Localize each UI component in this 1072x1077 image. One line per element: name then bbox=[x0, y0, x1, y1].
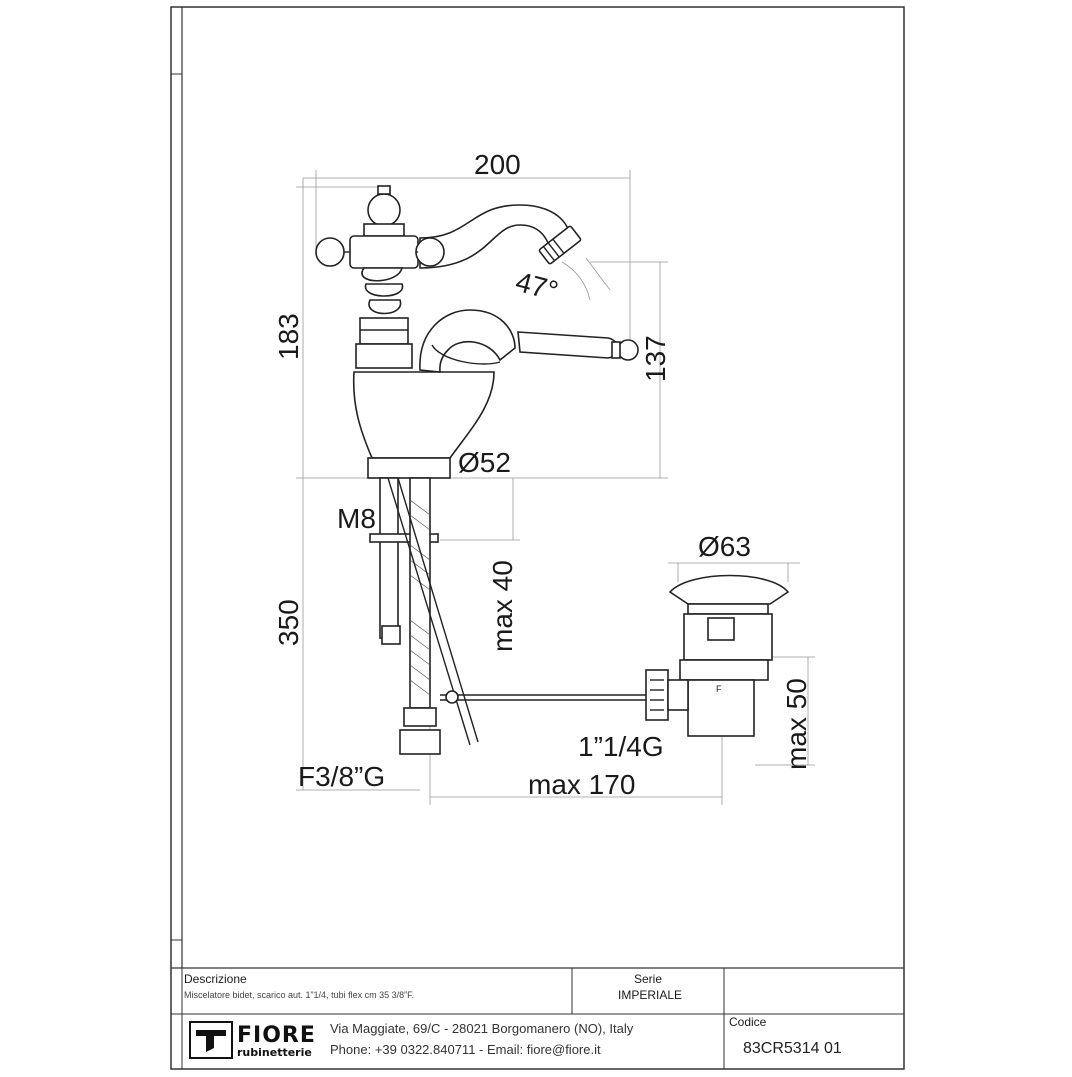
dim-stud-thread: M8 bbox=[337, 503, 376, 534]
address-line-1: Via Maggiate, 69/C - 28021 Borgomanero (NO), Italy bbox=[330, 1021, 634, 1036]
drain-cap bbox=[670, 576, 788, 605]
right-knob bbox=[416, 238, 444, 266]
title-block bbox=[171, 968, 904, 1069]
description-text: Miscelatore bidet, scarico aut. 1”1/4, tubi flex cm 35 3/8”F. bbox=[184, 990, 415, 1000]
dim-angle: 47° bbox=[512, 265, 562, 307]
dim-height-total: 183 bbox=[273, 313, 304, 360]
code-value: 83CR5314 01 bbox=[743, 1040, 842, 1057]
outer-frame bbox=[171, 7, 904, 1069]
dim-drain-diameter: Ø63 bbox=[698, 531, 751, 562]
dim-hose-connection: F3/8”G bbox=[298, 761, 386, 792]
dim-rod-length: max 170 bbox=[528, 769, 636, 800]
series-label: Serie bbox=[634, 972, 663, 986]
faucet-base bbox=[368, 458, 450, 478]
drain-mark: F bbox=[716, 684, 722, 694]
brand-sub: rubinetterie bbox=[237, 1046, 312, 1059]
left-knob bbox=[316, 238, 344, 266]
hose-fitting bbox=[404, 708, 436, 726]
fiore-logo bbox=[190, 1022, 316, 1059]
valve-head bbox=[350, 236, 418, 268]
dim-width-total: 200 bbox=[474, 149, 521, 180]
series-value: IMPERIALE bbox=[618, 988, 683, 1002]
dim-hose-length: 350 bbox=[273, 599, 304, 646]
address-line-2: Phone: +39 0322.840711 - Email: fiore@fiore.it bbox=[330, 1042, 601, 1057]
dim-height-handle: 137 bbox=[640, 335, 671, 382]
drain-nut bbox=[680, 660, 768, 680]
dim-max-thickness: max 40 bbox=[487, 560, 518, 652]
top-knob-cap bbox=[378, 186, 390, 194]
dim-drain-depth: max 50 bbox=[781, 678, 812, 770]
column-base bbox=[356, 344, 412, 368]
lever-tip bbox=[618, 340, 638, 360]
hose-nut bbox=[400, 730, 440, 754]
description-label: Descrizione bbox=[184, 972, 247, 986]
top-knob bbox=[368, 194, 400, 226]
drain-assembly bbox=[646, 576, 788, 737]
lever-handle bbox=[518, 332, 618, 358]
dim-drain-thread: 1”1/4G bbox=[578, 731, 664, 762]
rod-knob bbox=[646, 670, 668, 720]
column bbox=[360, 318, 408, 344]
code-label: Codice bbox=[729, 1015, 767, 1029]
dim-base-diameter: Ø52 bbox=[458, 447, 511, 478]
crown bbox=[364, 224, 404, 236]
brand-name: FIORE bbox=[237, 1023, 316, 1048]
mixer-body bbox=[354, 372, 494, 458]
